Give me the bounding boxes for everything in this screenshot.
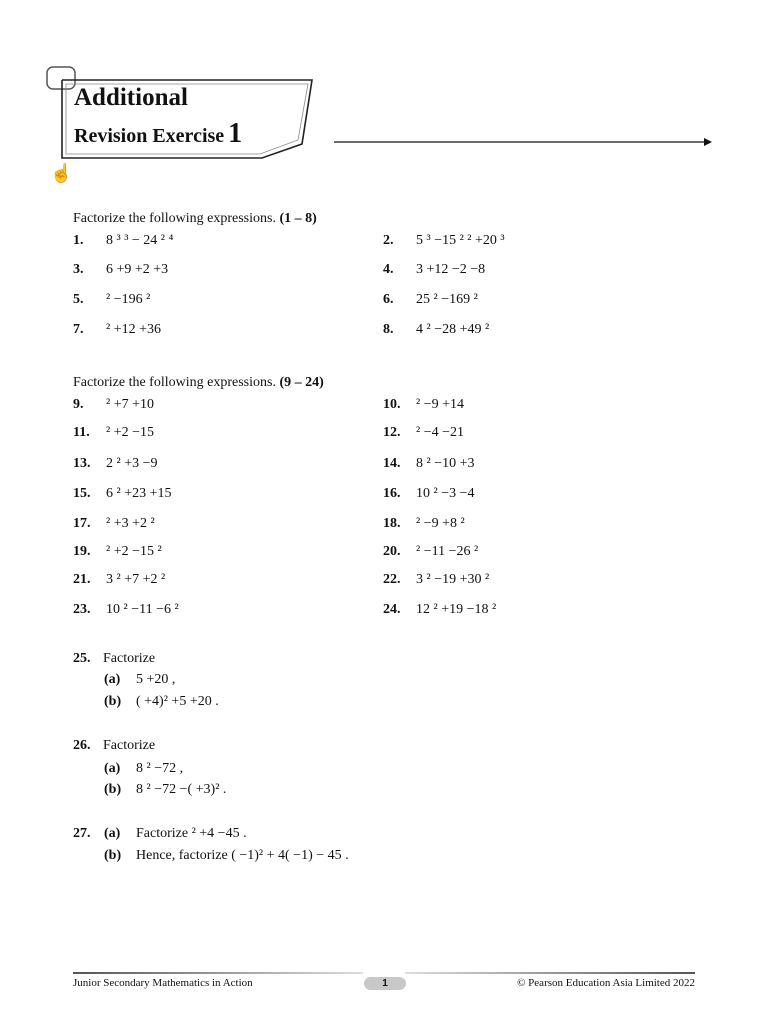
section1-text: Factorize the following expressions. [73, 211, 276, 226]
part-text: ( +4)² +5 +20 . [136, 694, 219, 709]
part-label: (a) [104, 672, 121, 687]
footer-line-left [73, 972, 363, 974]
section2-instruction [73, 375, 324, 391]
question-number: 5. [73, 292, 84, 307]
question-number: 4. [383, 262, 394, 277]
question-number: 27. [73, 826, 91, 841]
question-expression: ² −11 −26 ² [416, 544, 479, 559]
question-number: 20. [383, 544, 401, 559]
question-expression: 6 ² +23 +15 [106, 486, 172, 501]
question-number: 10. [383, 397, 401, 412]
part-text: 5 +20 , [136, 672, 176, 687]
question-stem: Factorize [103, 651, 156, 666]
part-label: (b) [104, 694, 122, 709]
question-number: 12. [383, 425, 401, 440]
question-number: 8. [383, 322, 394, 337]
question-number: 13. [73, 456, 91, 471]
title-box [62, 80, 312, 154]
question-expression: ² −9 +8 ² [416, 516, 465, 531]
part-text: Hence, factorize ( −1)² + 4( −1) − 45 . [136, 848, 349, 863]
question-number: 23. [73, 602, 91, 617]
question-expression: ² −196 ² [106, 292, 151, 307]
section1-instruction [73, 211, 317, 227]
footer-line-right [405, 972, 695, 974]
question-expression: 25 ² −169 ² [416, 292, 478, 307]
part-label: (b) [104, 848, 122, 863]
question-expression: ² +2 −15 [106, 425, 154, 440]
question-expression: 6 +9 +2 +3 [106, 262, 169, 277]
question-expression: 5 ³ −15 ² ² +20 ³ [416, 233, 505, 248]
question-number: 1. [73, 233, 84, 248]
question-expression: 12 ² +19 −18 ² [416, 602, 497, 617]
question-expression: 4 ² −28 +49 ² [416, 322, 490, 337]
section1-range: (1 – 8) [279, 211, 317, 226]
part-text: 8 ² −72 −( +3)² . [136, 782, 227, 797]
pointing-hand-icon: ☝ [50, 163, 73, 183]
question-expression: 10 ² −3 −4 [416, 486, 475, 501]
exercise-number: 1 [228, 118, 243, 149]
question-expression: 3 ² +7 +2 ² [106, 572, 166, 587]
question-number: 18. [383, 516, 401, 531]
page-subtitle [74, 118, 242, 150]
footer-copyright: © Pearson Education Asia Limited 2022 [517, 977, 695, 989]
section2-text: Factorize the following expressions. [73, 375, 276, 390]
question-number: 9. [73, 397, 84, 412]
arrow-icon [334, 135, 714, 149]
subtitle-text: Revision Exercise [74, 125, 225, 147]
question-expression: 10 ² −11 −6 ² [106, 602, 179, 617]
question-expression: 3 ² −19 +30 ² [416, 572, 490, 587]
question-number: 26. [73, 738, 91, 753]
question-expression: ² +3 +2 ² [106, 516, 155, 531]
question-expression: ² +2 −15 ² [106, 544, 162, 559]
question-expression: 8 ³ ³ − 24 ² ⁴ [106, 233, 174, 248]
question-expression: ² +7 +10 [106, 397, 154, 412]
question-number: 15. [73, 486, 91, 501]
page-title: Additional [74, 84, 188, 111]
part-text: 8 ² −72 , [136, 761, 184, 776]
question-number: 17. [73, 516, 91, 531]
question-number: 22. [383, 572, 401, 587]
question-number: 24. [383, 602, 401, 617]
question-number: 14. [383, 456, 401, 471]
question-number: 6. [383, 292, 394, 307]
question-number: 7. [73, 322, 84, 337]
part-label: (a) [104, 826, 121, 841]
question-number: 2. [383, 233, 394, 248]
question-expression: ² −4 −21 [416, 425, 464, 440]
question-number: 25. [73, 651, 91, 666]
question-number: 3. [73, 262, 84, 277]
part-label: (a) [104, 761, 121, 776]
question-number: 19. [73, 544, 91, 559]
part-text: Factorize ² +4 −45 . [136, 826, 247, 841]
question-number: 21. [73, 572, 91, 587]
question-expression: ² +12 +36 [106, 322, 161, 337]
part-label: (b) [104, 782, 122, 797]
question-number: 16. [383, 486, 401, 501]
question-expression: 8 ² −10 +3 [416, 456, 475, 471]
page-number: 1 [364, 977, 406, 990]
question-expression: 3 +12 −2 −8 [416, 262, 486, 277]
section2-range: (9 – 24) [279, 375, 324, 390]
question-expression: ² −9 +14 [416, 397, 464, 412]
footer-book-title: Junior Secondary Mathematics in Action [73, 977, 253, 989]
question-number: 11. [73, 425, 90, 440]
question-stem: Factorize [103, 738, 156, 753]
question-expression: 2 ² +3 −9 [106, 456, 158, 471]
